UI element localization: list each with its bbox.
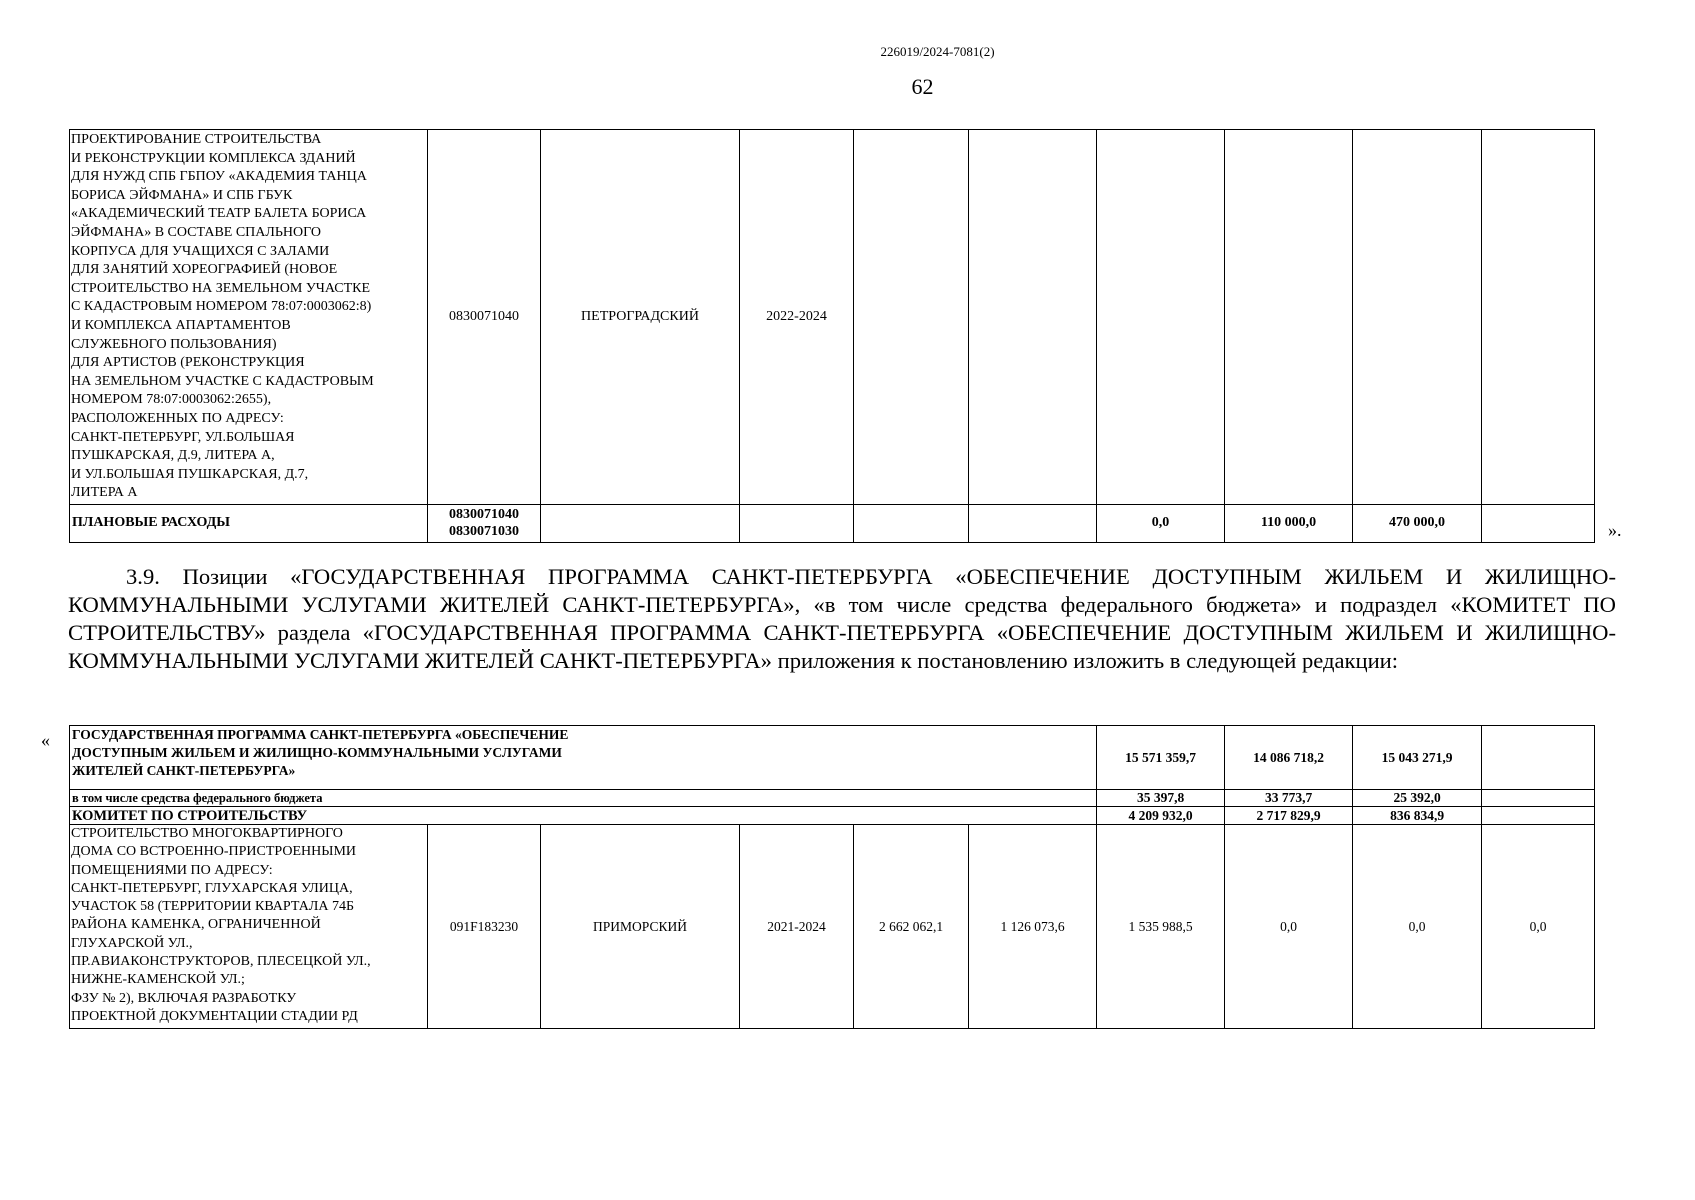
- prior-cell: 1 126 073,6: [969, 825, 1097, 1029]
- table-row: [70, 790, 1595, 807]
- object-name-line: ПОМЕЩЕНИЯМИ ПО АДРЕСУ:: [71, 862, 273, 878]
- object-name-line: ЛИТЕРА А: [71, 485, 138, 501]
- empty-cell: [969, 504, 1097, 542]
- federal-2026: 25 392,0: [1353, 790, 1482, 807]
- object-name-line: ФЗУ № 2), ВКЛЮЧАЯ РАЗРАБОТКУ: [71, 990, 297, 1006]
- empty-cell: [1482, 504, 1595, 542]
- value-after-cell: 0,0: [1482, 825, 1595, 1029]
- object-name-line: «АКАДЕМИЧЕСКИЙ ТЕАТР БАЛЕТА БОРИСА: [71, 206, 367, 222]
- object-name-line: НА ЗЕМЕЛЬНОМ УЧАСТКЕ С КАДАСТРОВЫМ: [71, 373, 374, 389]
- federal-label: в том числе средства федерального бюджета: [70, 790, 1097, 807]
- object-name-line: НИЖНЕ-КАМЕНСКОЙ УЛ.;: [71, 972, 245, 988]
- value-2025-cell: 0,0: [1225, 825, 1353, 1029]
- total-cost-cell: 2 662 062,1: [854, 825, 969, 1029]
- object-name-line: И УЛ.БОЛЬШАЯ ПУШКАРСКАЯ, Д.7,: [71, 466, 309, 482]
- object-name-line: РАЙОНА КАМЕНКА, ОГРАНИЧЕННОЙ: [71, 917, 321, 933]
- period-cell: 2021-2024: [740, 825, 854, 1029]
- object-name-lines: [71, 825, 426, 1026]
- opening-quote: «: [41, 730, 50, 750]
- table-row: [70, 825, 1595, 1029]
- program-name-line: ДОСТУПНЫМ ЖИЛЬЕМ И ЖИЛИЩНО-КОММУНАЛЬНЫМИ УСЛУГАМИ: [72, 745, 562, 760]
- planned-2025: 110 000,0: [1225, 504, 1353, 542]
- object-name-line: УЧАСТОК 58 (ТЕРРИТОРИИ КВАРТАЛА 74Б: [71, 899, 354, 915]
- object-name-line: САНКТ-ПЕТЕРБУРГ, ГЛУХАРСКАЯ УЛИЦА,: [71, 880, 353, 896]
- planned-label: ПЛАНОВЫЕ РАСХОДЫ: [70, 504, 428, 542]
- object-name-line: РАСПОЛОЖЕННЫХ ПО АДРЕСУ:: [71, 410, 284, 426]
- program-2024: 15 571 359,7: [1097, 726, 1225, 790]
- empty-cell: [1482, 790, 1595, 807]
- district-cell: ПЕТРОГРАДСКИЙ: [541, 130, 740, 505]
- table-row: [70, 504, 1595, 542]
- code-cell: 091F183230: [428, 825, 541, 1029]
- program-2026: 15 043 271,9: [1353, 726, 1482, 790]
- empty-cell: [1482, 807, 1595, 825]
- federal-2025: 33 773,7: [1225, 790, 1353, 807]
- committee-2024: 4 209 932,0: [1097, 807, 1225, 825]
- program-name-line: ЖИТЕЛЕЙ САНКТ-ПЕТЕРБУРГА»: [72, 763, 296, 778]
- empty-cell: [1225, 130, 1353, 505]
- table-row: [70, 807, 1595, 825]
- page-number: 62: [911, 74, 934, 99]
- object-name-line: САНКТ-ПЕТЕРБУРГ, УЛ.БОЛЬШАЯ: [71, 429, 295, 445]
- federal-2024: 35 397,8: [1097, 790, 1225, 807]
- object-name-line: ПРОЕКТНОЙ ДОКУМЕНТАЦИИ СТАДИИ РД: [71, 1008, 358, 1024]
- object-name-line: ПРОЕКТИРОВАНИЕ СТРОИТЕЛЬСТВА: [71, 132, 322, 147]
- committee-2025: 2 717 829,9: [1225, 807, 1353, 825]
- empty-cell: [740, 504, 854, 542]
- object-name-line: И РЕКОНСТРУКЦИИ КОМПЛЕКСА ЗДАНИЙ: [71, 150, 356, 166]
- committee-2026: 836 834,9: [1353, 807, 1482, 825]
- table-bottom: [69, 725, 1595, 1029]
- planned-code-1: 0830071040: [449, 507, 519, 523]
- empty-cell: [1482, 130, 1595, 505]
- object-name-line: СЛУЖЕБНОГО ПОЛЬЗОВАНИЯ): [71, 336, 277, 352]
- table-top: [69, 129, 1595, 543]
- object-name-line: КОРПУСА ДЛЯ УЧАЩИХСЯ С ЗАЛАМИ: [71, 243, 330, 259]
- object-name-line: ДОМА СО ВСТРОЕННО-ПРИСТРОЕННЫМИ: [71, 844, 357, 860]
- program-name-line: ГОСУДАРСТВЕННАЯ ПРОГРАММА САНКТ-ПЕТЕРБУРГА «ОБЕСПЕЧЕНИЕ: [72, 727, 569, 742]
- object-name-line: НОМЕРОМ 78:07:0003062:2655),: [71, 392, 272, 408]
- object-name-line: СТРОИТЕЛЬСТВО НА ЗЕМЕЛЬНОМ УЧАСТКЕ: [71, 280, 371, 296]
- empty-cell: [854, 504, 969, 542]
- document-id: 226019/2024-7081(2): [880, 44, 995, 59]
- value-2024-cell: 1 535 988,5: [1097, 825, 1225, 1029]
- object-name-line: ЭЙФМАНА» В СОСТАВЕ СПАЛЬНОГО: [71, 224, 322, 240]
- program-2025: 14 086 718,2: [1225, 726, 1353, 790]
- empty-cell: [1097, 130, 1225, 505]
- program-name-cell: [70, 726, 1097, 790]
- object-name-line: ГЛУХАРСКОЙ УЛ.,: [71, 935, 193, 951]
- object-name-line: С КАДАСТРОВЫМ НОМЕРОМ 78:07:0003062:8): [71, 299, 372, 315]
- empty-cell: [854, 130, 969, 505]
- program-name-lines: [72, 726, 1094, 780]
- code-cell: 0830071040: [428, 130, 541, 505]
- object-name-line: ПР.АВИАКОНСТРУКТОРОВ, ПЛЕСЕЦКОЙ УЛ.,: [71, 954, 371, 970]
- empty-cell: [1353, 130, 1482, 505]
- object-name-line: ДЛЯ НУЖД СПБ ГБПОУ «АКАДЕМИЯ ТАНЦА: [71, 169, 367, 185]
- object-name-cell: [70, 130, 428, 505]
- object-name-line: БОРИСА ЭЙФМАНА» И СПБ ГБУК: [71, 187, 293, 203]
- committee-label: КОМИТЕТ ПО СТРОИТЕЛЬСТВУ: [70, 807, 1097, 825]
- empty-cell: [541, 504, 740, 542]
- amendment-paragraph: 3.9. Позиции «ГОСУДАРСТВЕННАЯ ПРОГРАММА САНКТ-ПЕТЕРБУРГА «ОБЕСПЕЧЕНИЕ ДОСТУПНЫМ ЖИЛЬЕМ И ЖИЛИЩНО-КОММУНАЛЬНЫМИ УСЛУГАМИ ЖИТЕЛЕЙ САНКТ-ПЕТЕРБУРГА», «в том числе средства федерального бюджета» и подраздел «КОМИТЕТ ПО СТРОИТЕЛЬСТВУ» раздела «ГОСУДАРСТВЕННАЯ ПРОГРАММА САНКТ-ПЕТЕРБУРГА «ОБЕСПЕЧЕНИЕ ДОСТУПНЫМ ЖИЛЬЕМ И ЖИЛИЩНО-КОММУНАЛЬНЫМИ УСЛУГАМИ ЖИТЕЛЕЙ САНКТ-ПЕТЕРБУРГА» приложения к постановлению изложить в следующей редакции:: [68, 564, 1616, 673]
- planned-2024: 0,0: [1097, 504, 1225, 542]
- closing-quote: ».: [1608, 520, 1622, 540]
- table-row: [70, 130, 1595, 505]
- empty-cell: [1482, 726, 1595, 790]
- planned-code-2: 0830071030: [449, 524, 519, 540]
- table-row: [70, 726, 1595, 790]
- object-name-line: ДЛЯ ЗАНЯТИЙ ХОРЕОГРАФИЕЙ (НОВОЕ: [71, 262, 338, 278]
- district-cell: ПРИМОРСКИЙ: [541, 825, 740, 1029]
- object-name-cell: [70, 825, 428, 1029]
- object-name-line: СТРОИТЕЛЬСТВО МНОГОКВАРТИРНОГО: [71, 826, 343, 841]
- object-name-line: ДЛЯ АРТИСТОВ (РЕКОНСТРУКЦИЯ: [71, 355, 305, 371]
- empty-cell: [969, 130, 1097, 505]
- object-name-line: И КОМПЛЕКСА АПАРТАМЕНТОВ: [71, 317, 291, 333]
- planned-2026: 470 000,0: [1353, 504, 1482, 542]
- object-name-lines: [71, 131, 426, 503]
- planned-codes: [428, 504, 541, 542]
- value-2026-cell: 0,0: [1353, 825, 1482, 1029]
- period-cell: 2022-2024: [740, 130, 854, 505]
- object-name-line: ПУШКАРСКАЯ, Д.9, ЛИТЕРА А,: [71, 448, 275, 464]
